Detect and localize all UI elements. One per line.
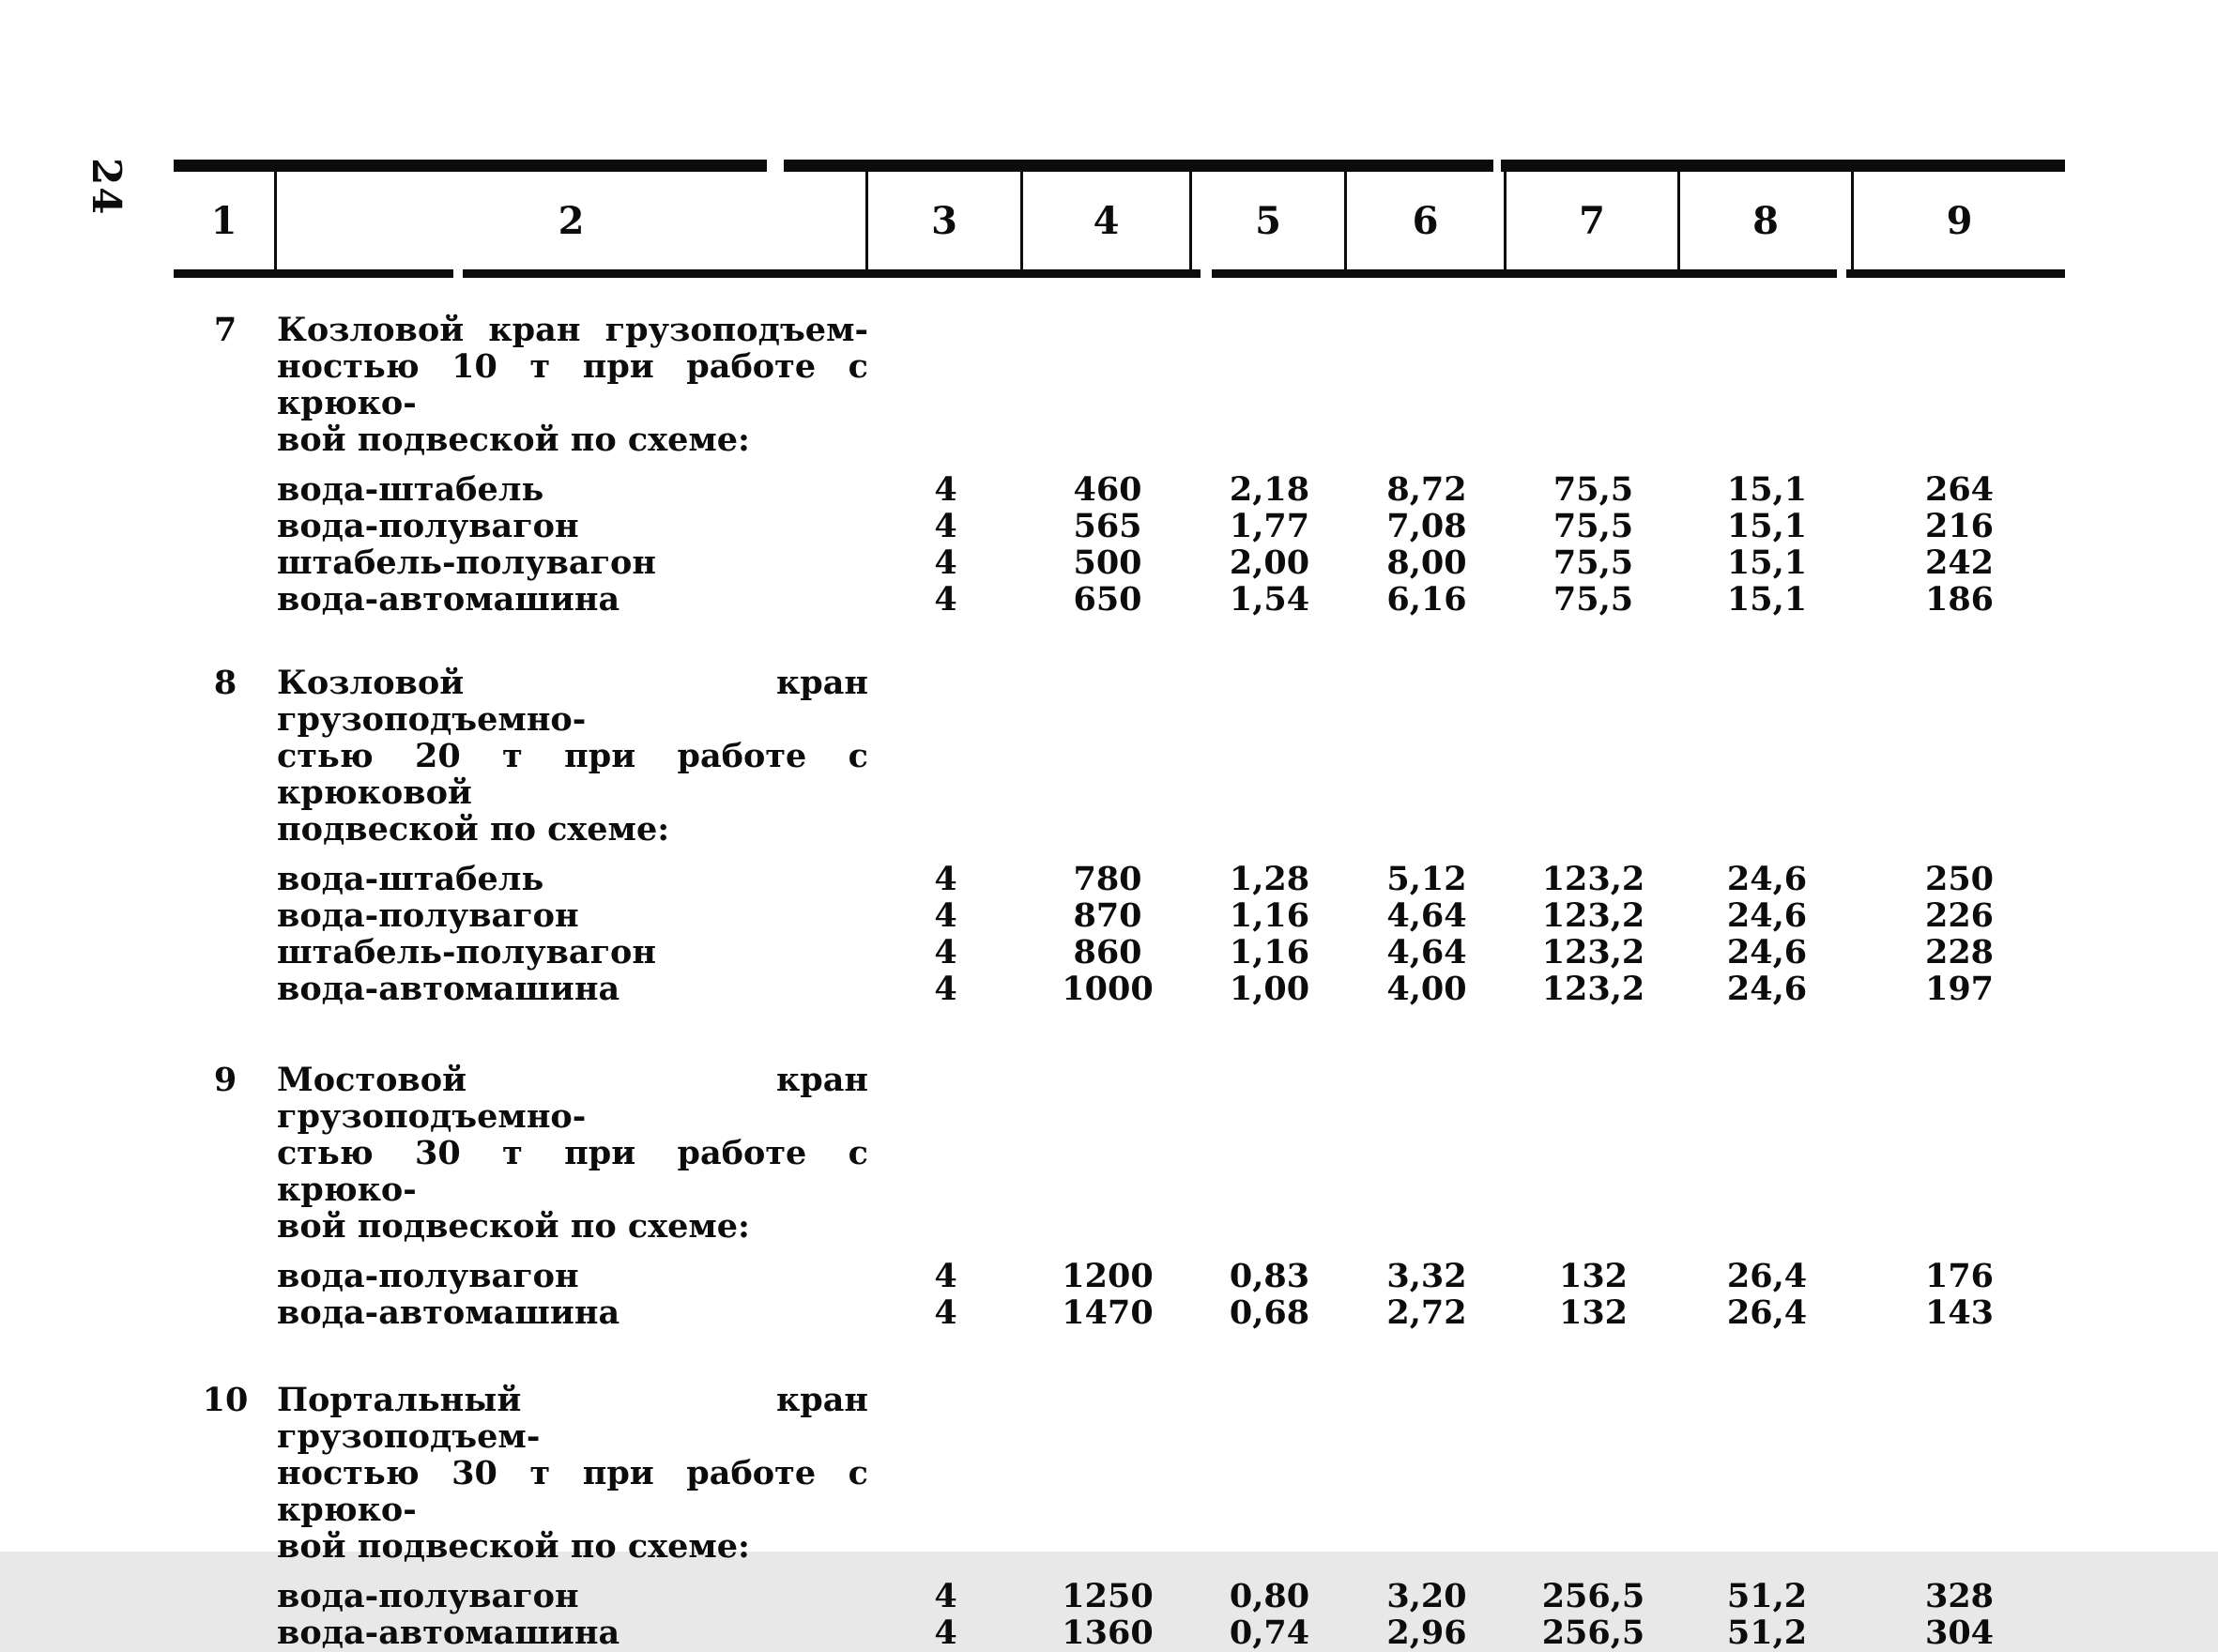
table-row — [174, 1294, 2065, 1331]
cell-c3: 4 — [934, 970, 957, 1008]
description-line: ностью 10 т при работе с крюко- — [277, 347, 868, 422]
cell-c8: 24,6 — [1726, 860, 1808, 898]
row-num-spacer — [174, 934, 277, 971]
table-row — [174, 897, 2065, 934]
cell-c7: 75,5 — [1553, 580, 1634, 619]
header-cell-2: 2 — [277, 172, 868, 269]
cell-c6: 4,64 — [1386, 933, 1467, 971]
item-description — [277, 665, 868, 848]
row-num-spacer — [174, 1294, 277, 1331]
cell-c3: 4 — [934, 933, 957, 971]
cell-c5: 2,00 — [1229, 543, 1310, 582]
cell-c8: 15,1 — [1726, 507, 1808, 545]
table-header-row — [174, 172, 2065, 269]
cell-c5: 1,00 — [1229, 970, 1310, 1008]
cell-c4: 565 — [1073, 507, 1142, 545]
row-num-spacer — [174, 471, 277, 508]
cell-c9: 143 — [1924, 1293, 1995, 1332]
row-num-spacer — [174, 1578, 277, 1614]
description-line: стью 20 т при работе с крюковой — [277, 737, 868, 812]
cell-c3: 4 — [934, 860, 957, 898]
table-item-8 — [174, 665, 2065, 1007]
item-rows — [174, 861, 2065, 1007]
item-rows — [174, 471, 2065, 618]
scheme-label: вода-полувагон — [277, 896, 579, 935]
cell-c6: 7,08 — [1386, 507, 1467, 545]
table-item-10 — [174, 1382, 2065, 1651]
cell-c6: 4,00 — [1386, 970, 1467, 1008]
cell-c9: 242 — [1924, 543, 1995, 582]
cell-c8: 24,6 — [1726, 896, 1808, 935]
cell-c6: 3,20 — [1386, 1577, 1467, 1615]
cell-c7: 75,5 — [1553, 470, 1634, 509]
cell-c8: 15,1 — [1726, 543, 1808, 582]
row-num-spacer — [174, 897, 277, 934]
cell-c9: 228 — [1924, 933, 1995, 971]
table-row — [174, 508, 2065, 544]
cell-c5: 1,16 — [1229, 896, 1310, 935]
item-description — [277, 1062, 868, 1245]
item-rows — [174, 1578, 2065, 1651]
table-top-rule — [174, 160, 2065, 172]
description-line: вой подвеской по схеме: — [277, 1207, 750, 1246]
description-line: Мостовой кран грузоподъемно- — [277, 1061, 868, 1136]
cell-c8: 26,4 — [1726, 1293, 1808, 1332]
scheme-label: вода-полувагон — [277, 1577, 579, 1615]
cell-c4: 500 — [1073, 543, 1142, 582]
row-num-spacer — [174, 971, 277, 1007]
header-cell-7: 7 — [1507, 172, 1680, 269]
cell-c4: 860 — [1073, 933, 1142, 971]
cell-c4: 1360 — [1062, 1614, 1154, 1652]
cell-c6: 4,64 — [1386, 896, 1467, 935]
cell-c5: 1,54 — [1229, 580, 1310, 619]
cell-c5: 0,74 — [1229, 1614, 1310, 1652]
item-heading — [174, 1382, 2065, 1565]
scheme-label: вода-полувагон — [277, 507, 579, 545]
cell-c4: 780 — [1073, 860, 1142, 898]
cell-c7: 256,5 — [1541, 1577, 1645, 1615]
cell-c9: 304 — [1924, 1614, 1995, 1652]
item-description — [277, 1382, 868, 1565]
cell-c9: 197 — [1924, 970, 1995, 1008]
table-item-9 — [174, 1062, 2065, 1331]
page-number: 24 — [84, 158, 130, 217]
description-line: Козловой кран грузоподъем- — [277, 311, 868, 349]
cell-c8: 51,2 — [1726, 1577, 1808, 1615]
header-cell-4: 4 — [1023, 172, 1192, 269]
table-row — [174, 581, 2065, 618]
item-rows — [174, 1258, 2065, 1331]
table-item-7 — [174, 312, 2065, 618]
cell-c8: 15,1 — [1726, 580, 1808, 619]
cell-c3: 4 — [934, 1293, 957, 1332]
scheme-label: вода-штабель — [277, 470, 544, 509]
cell-c4: 1250 — [1062, 1577, 1154, 1615]
cell-c7: 75,5 — [1553, 507, 1634, 545]
cell-c9: 264 — [1924, 470, 1995, 509]
cell-c5: 1,16 — [1229, 933, 1310, 971]
table-row — [174, 971, 2065, 1007]
row-num-spacer — [174, 1614, 277, 1651]
cell-c3: 4 — [934, 1577, 957, 1615]
cell-c8: 24,6 — [1726, 933, 1808, 971]
cell-c9: 226 — [1924, 896, 1995, 935]
item-number: 10 — [202, 1381, 249, 1419]
cell-c7: 123,2 — [1541, 933, 1645, 971]
cell-c8: 26,4 — [1726, 1257, 1808, 1295]
description-line: подвеской по схеме: — [277, 810, 670, 849]
cell-c3: 4 — [934, 1257, 957, 1295]
cell-c4: 650 — [1073, 580, 1142, 619]
cell-c9: 250 — [1924, 860, 1995, 898]
cell-c6: 2,72 — [1386, 1293, 1467, 1332]
item-heading — [174, 1062, 2065, 1245]
item-heading — [174, 665, 2065, 848]
cell-c7: 123,2 — [1541, 896, 1645, 935]
scheme-label: штабель-полувагон — [277, 543, 657, 582]
cell-c6: 3,32 — [1386, 1257, 1467, 1295]
cell-c7: 256,5 — [1541, 1614, 1645, 1652]
data-table — [174, 160, 2065, 1651]
cell-c3: 4 — [934, 580, 957, 619]
header-bottom-rule — [174, 269, 2065, 278]
cell-c9: 176 — [1924, 1257, 1995, 1295]
cell-c3: 4 — [934, 543, 957, 582]
cell-c9: 186 — [1924, 580, 1995, 619]
cell-c6: 5,12 — [1386, 860, 1467, 898]
item-heading — [174, 312, 2065, 458]
scheme-label: штабель-полувагон — [277, 933, 657, 971]
table-row — [174, 934, 2065, 971]
table-row — [174, 544, 2065, 581]
description-line: Козловой кран грузоподъемно- — [277, 664, 868, 739]
header-cell-5: 5 — [1192, 172, 1347, 269]
table-row — [174, 861, 2065, 897]
description-line: ностью 30 т при работе с крюко- — [277, 1454, 868, 1529]
cell-c4: 1470 — [1062, 1293, 1154, 1332]
cell-c4: 1200 — [1062, 1257, 1154, 1295]
table-row — [174, 471, 2065, 508]
header-cell-9: 9 — [1946, 198, 1973, 243]
cell-c8: 15,1 — [1726, 470, 1808, 509]
header-cell-8: 8 — [1680, 172, 1854, 269]
cell-c6: 8,72 — [1386, 470, 1467, 509]
item-number: 7 — [213, 311, 237, 349]
cell-c8: 24,6 — [1726, 970, 1808, 1008]
cell-c3: 4 — [934, 896, 957, 935]
cell-c3: 4 — [934, 507, 957, 545]
table-row — [174, 1578, 2065, 1614]
scheme-label: вода-полувагон — [277, 1257, 579, 1295]
cell-c4: 1000 — [1062, 970, 1154, 1008]
cell-c5: 1,28 — [1229, 860, 1310, 898]
cell-c7: 75,5 — [1553, 543, 1634, 582]
cell-c6: 8,00 — [1386, 543, 1467, 582]
cell-c5: 0,68 — [1229, 1293, 1310, 1332]
header-cell-6: 6 — [1347, 172, 1507, 269]
table-row — [174, 1258, 2065, 1294]
item-number: 8 — [213, 664, 237, 702]
scheme-label: вода-автомашина — [277, 1293, 620, 1332]
cell-c8: 51,2 — [1726, 1614, 1808, 1652]
scheme-label: вода-автомашина — [277, 1614, 620, 1652]
description-line: вой подвеской по схеме: — [277, 1527, 750, 1566]
description-line: стью 30 т при работе с крюко- — [277, 1134, 868, 1209]
row-num-spacer — [174, 544, 277, 581]
cell-c7: 123,2 — [1541, 970, 1645, 1008]
cell-c5: 1,77 — [1229, 507, 1310, 545]
cell-c6: 6,16 — [1386, 580, 1467, 619]
cell-c4: 870 — [1073, 896, 1142, 935]
cell-c6: 2,96 — [1386, 1614, 1467, 1652]
row-num-spacer — [174, 581, 277, 618]
cell-c4: 460 — [1073, 470, 1142, 509]
row-num-spacer — [174, 508, 277, 544]
cell-c9: 328 — [1924, 1577, 1995, 1615]
row-num-spacer — [174, 861, 277, 897]
cell-c9: 216 — [1924, 507, 1995, 545]
table-body — [174, 312, 2065, 1651]
row-num-spacer — [174, 1258, 277, 1294]
cell-c5: 2,18 — [1229, 470, 1310, 509]
table-row — [174, 1614, 2065, 1651]
cell-c7: 123,2 — [1541, 860, 1645, 898]
cell-c5: 0,80 — [1229, 1577, 1310, 1615]
cell-c7: 132 — [1558, 1293, 1629, 1332]
item-number: 9 — [213, 1061, 237, 1099]
cell-c3: 4 — [934, 470, 957, 509]
scheme-label: вода-штабель — [277, 860, 544, 898]
header-cell-3: 3 — [868, 172, 1023, 269]
item-description — [277, 312, 868, 458]
description-line: Портальный кран грузоподъем- — [277, 1381, 868, 1456]
scheme-label: вода-автомашина — [277, 580, 620, 619]
cell-c5: 0,83 — [1229, 1257, 1310, 1295]
description-line: вой подвеской по схеме: — [277, 421, 750, 459]
cell-c3: 4 — [934, 1614, 957, 1652]
scheme-label: вода-автомашина — [277, 970, 620, 1008]
cell-c7: 132 — [1558, 1257, 1629, 1295]
header-cell-1: 1 — [174, 172, 277, 269]
